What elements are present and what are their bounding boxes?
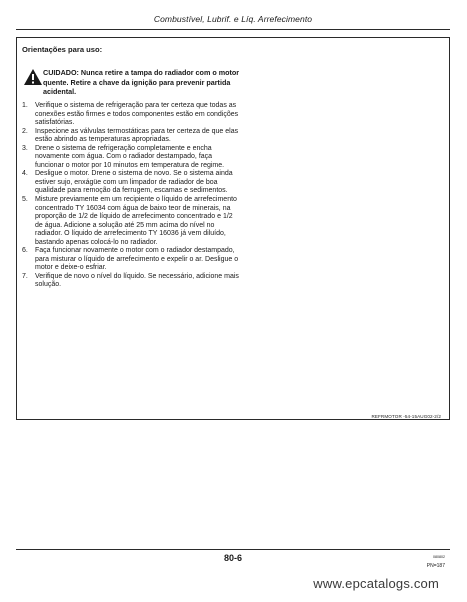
steps-list [22,102,242,290]
step-text: Verifique o sistema de refrigeração para ter certeza que todas as conexões estão firmes e todos componentes estão em condições satisfatórias. [35,102,239,127]
list-item [22,128,242,145]
step-text: Desligue o motor. Drene o sistema de novo. Se o sistema ainda estiver sujo, enxágüe com um limpador de radiador de boa qualidade para remoção da ferrugem, escamas e sedimentos. [35,170,233,195]
footer-rule [16,549,450,550]
page-header-title: Combustível, Lubrif. e Líq. Arrefecimento [153,14,313,24]
step-number: 6. [22,247,28,255]
step-number: 5. [22,196,28,204]
caution-text: CUIDADO: Nunca retire a tampa do radiador com o motor quente. Retire a chave da ignição para prevenir partida acidental. [43,68,240,97]
list-item [22,247,242,273]
step-number: 2. [22,127,28,135]
list-item [22,273,242,290]
header-rule [16,29,450,30]
step-text: Inspecione as válvulas termostáticas para ter certeza de que elas estão abrindo as temperaturas apropriadas. [35,127,239,144]
section-title: Orientações para uso: [22,45,103,54]
step-text: Misture previamente em um recipiente o líquido de arrefecimento concentrado TY 16034 com água de baixo teor de minerais, na proporção de 1/2 de líquido de arrefecimento concentrado e 1/2 de água. Adicione a solução até 25 mm acima do nível no radiador. O líquido de arrefecimento TY 16036 já vem diluído, bastando apenas colocá-lo no radiador. [35,196,237,246]
step-text: Drene o sistema de refrigeração completamente e encha novamente com água. Com o radiador destampado, faça funcionar o motor por 10 minutos em temperatura de regime. [35,144,225,169]
page-number: 80-6 [223,553,242,563]
step-number: 3. [22,144,28,152]
footer-pn: PN=187 [426,563,445,569]
instructions-box [16,37,450,420]
list-item [22,102,242,128]
step-number: 7. [22,272,28,280]
reference-code: REFRMOTOR -54-15AUG02-2/2 [371,414,441,419]
warning-triangle-icon [23,68,43,86]
list-item [22,145,242,171]
step-number: 4. [22,170,28,178]
step-text: Verifique de novo o nível do líquido. Se necessário, adicione mais solução. [35,272,239,289]
footer-code: 080802 [433,555,445,559]
list-item [22,170,242,196]
list-item [22,196,242,247]
step-text: Faça funcionar novamente o motor com o radiador destampado, para misturar o líquido de arrefecimento e expelir o ar. Desligue o motor e deixe-o esfriar. [35,247,239,272]
watermark-text: www.epcatalogs.com [313,576,439,591]
step-number: 1. [22,102,28,109]
